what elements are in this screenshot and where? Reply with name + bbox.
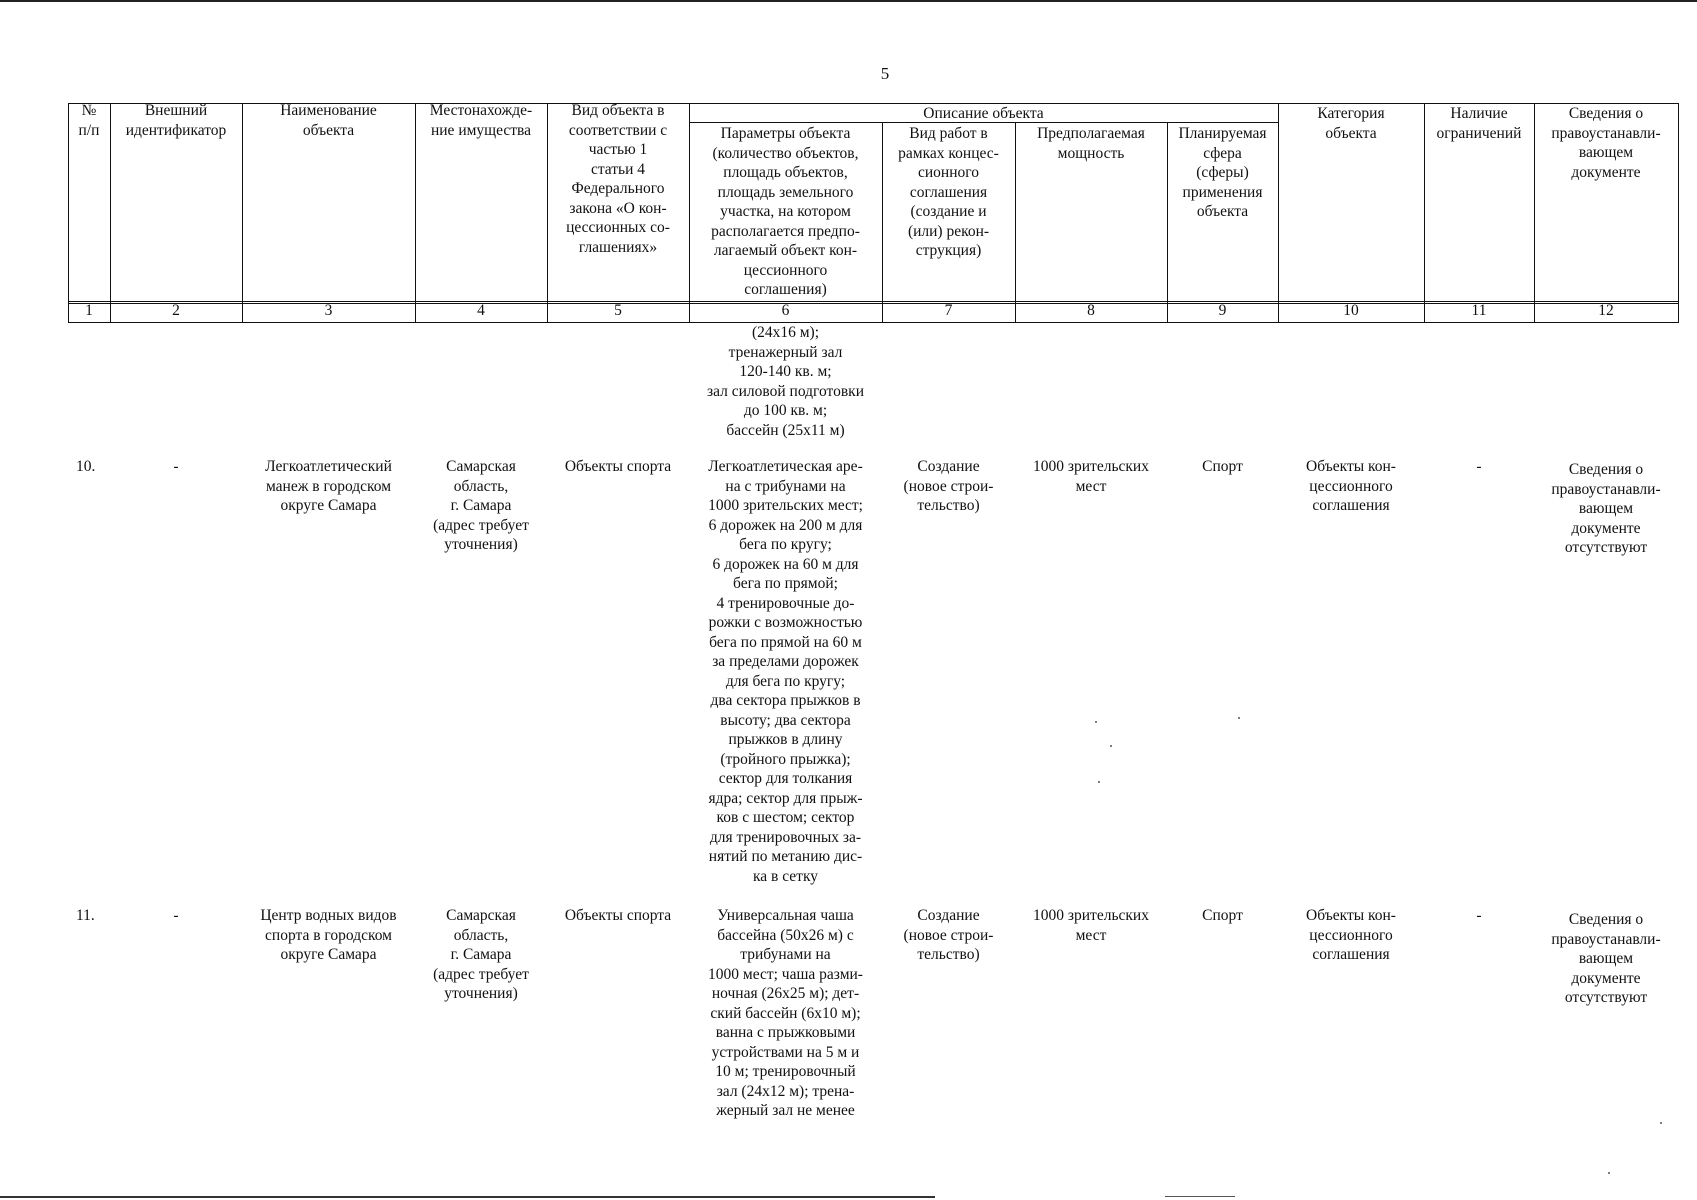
col-number-4: 4 (477, 302, 485, 319)
row-parameters: Легкоатлетическая аре- на с трибунами на 1000 зрительских мест; 6 дорожек на 200 м для бега по кругу; 6 дорожек на 60 м для бега по прямой; 4 тренировочные до- рожки с возможностью бега по прямой на 60 м за пределами дорожек для бега по кругу; два сектора прыжков в высоту; два сектора прыжков в длину (тройного прыжка); сектор для толкания ядра; сектор для прыж- ков с шестом; сектор для тренировочных за- нятий по метанию дис- ка в сетку (708, 458, 863, 885)
col-header-works: Вид работ в рамках концес- сионного соглашения (создание и (или) рекон- струкция) (898, 125, 999, 259)
row-restrictions: - (1476, 907, 1482, 924)
scan-speck (1660, 1122, 1662, 1124)
scan-edge-bottom (0, 1196, 935, 1198)
row-external-id: - (173, 458, 179, 475)
row-sphere: Спорт (1202, 458, 1243, 475)
col-header-sphere: Планируемая сфера (сферы) применения объекта (1178, 125, 1267, 220)
row-number: 10. (76, 458, 96, 475)
continued-parameters: (24x16 м); тренажерный зал 120-140 кв. м; зал силовой подготовки до 100 кв. м; бассейн (25x11 м) (706, 324, 864, 439)
row-location: Самарская область, г. Самара (адрес требует уточнения) (433, 907, 529, 1002)
scan-speck (1608, 1172, 1610, 1174)
row-number: 11. (76, 907, 95, 924)
row-works: Создание (новое строи- тельство) (903, 458, 994, 514)
col-number-8: 8 (1087, 302, 1095, 319)
row-category: Объекты кон- цессионного соглашения (1306, 907, 1396, 963)
col-number-3: 3 (324, 302, 333, 319)
page-number: 5 (880, 64, 890, 83)
scan-speck (1238, 717, 1240, 719)
row-category: Объекты кон- цессионного соглашения (1306, 458, 1396, 514)
row-restrictions: - (1476, 458, 1482, 475)
col-header-restrictions: Наличие ограничений (1436, 105, 1522, 142)
col-number-7: 7 (944, 302, 953, 319)
row-sphere: Спорт (1202, 907, 1243, 924)
scan-speck (1098, 781, 1100, 783)
scan-edge-top (0, 0, 1697, 2)
col-header-category: Категория объекта (1317, 105, 1385, 142)
col-number-1: 1 (85, 302, 93, 319)
col-header-capacity: Предполагаемая мощность (1037, 125, 1145, 162)
row-document: Сведения о правоустанавли- вающем документе отсутствуют (1551, 461, 1661, 556)
col-group-description: Описание объекта (923, 105, 1044, 122)
row-document: Сведения о правоустанавли- вающем документе отсутствуют (1551, 911, 1661, 1006)
row-parameters: Универсальная чаша бассейна (50x26 м) с трибунами на 1000 мест; чаша разми- ночная (26x25 м); дет- ский бассейн (6x10 м); ванна с прыжковыми устройствами на 5 м и 10 м; тренировочный зал (24x12 м); трена- жерный зал не менее (708, 907, 863, 1119)
row-external-id: - (173, 907, 179, 924)
row-object-name: Легкоатлетический манеж в городском округе Самара (265, 458, 392, 514)
row-object-type: Объекты спорта (564, 458, 672, 475)
col-header-location: Местонахожде- ние имущества (429, 102, 533, 139)
row-location: Самарская область, г. Самара (адрес требует уточнения) (433, 458, 529, 553)
col-number-2: 2 (172, 302, 180, 319)
col-number-5: 5 (614, 302, 622, 319)
row-capacity: 1000 зрительских мест (1033, 458, 1149, 495)
col-number-6: 6 (781, 302, 790, 319)
col-header-object-type: Вид объекта в соответствии с частью 1 статьи 4 Федерального закона «О кон- цессионных со- глашениях» (566, 102, 670, 256)
col-number-9: 9 (1218, 302, 1227, 319)
row-capacity: 1000 зрительских мест (1033, 907, 1149, 944)
scan-edge-bottom-fragment (1165, 1196, 1235, 1197)
col-header-number: № п/п (78, 102, 100, 139)
col-header-object-name: Наименование объекта (280, 102, 377, 139)
col-border (1678, 103, 1679, 323)
col-header-parameters: Параметры объекта (количество объектов, площадь объектов, площадь земельного участка, на котором располагается предпо- лагаемый объект кон- цессионного соглашения) (711, 125, 860, 298)
col-header-external-id: Внешний идентификатор (125, 102, 227, 139)
col-header-document: Сведения о правоустанавли- вающем документе (1551, 105, 1661, 181)
col-number-12: 12 (1598, 302, 1614, 319)
row-works: Создание (новое строи- тельство) (903, 907, 994, 963)
col-number-11: 11 (1471, 302, 1487, 319)
col-number-10: 10 (1343, 302, 1359, 319)
scan-speck (1095, 721, 1097, 723)
scan-speck (1110, 745, 1112, 747)
row-object-type: Объекты спорта (564, 907, 672, 924)
row-object-name: Центр водных видов спорта в городском округе Самара (260, 907, 397, 963)
